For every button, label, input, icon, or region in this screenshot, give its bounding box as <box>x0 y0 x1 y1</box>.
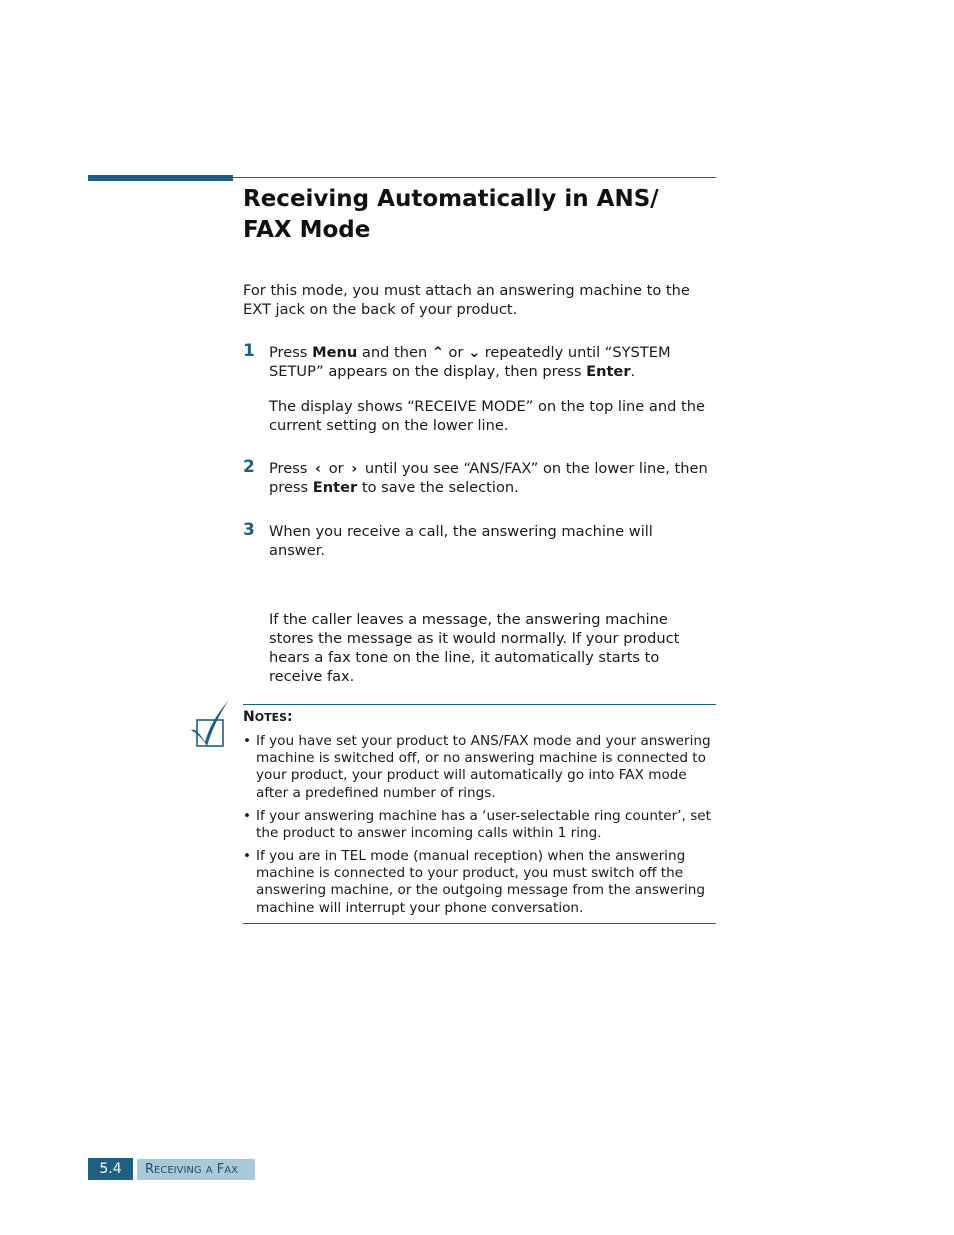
step-1-subtext: The display shows “RECEIVE MODE” on the top line and the current setting on the lower line. <box>269 398 705 434</box>
note-item: • If you have set your product to ANS/FAX mode and your answering machine is switched off, or no answering machine is connected to your product, your product will automatically go into FAX mode after a predefined number of rings. <box>243 733 711 801</box>
step-1-text: Press Menu and then ⌃ or ⌄ repeatedly until “SYSTEM SETUP” appears on the display, then press Enter. <box>269 344 671 380</box>
note-item: • If your answering machine has a ‘user-selectable ring counter’, set the product to answer incoming calls within 1 ring. <box>243 808 711 842</box>
page-title: Receiving Automatically in ANS/ FAX Mode <box>243 186 659 243</box>
chapter-label: RECEIVING A FAX <box>137 1159 255 1180</box>
up-arrow-icon: ⌃ <box>431 344 445 361</box>
intro-paragraph: For this mode, you must attach an answering machine to the EXT jack on the back of your product. <box>243 282 690 318</box>
step-3-number: 3 <box>243 520 255 540</box>
down-arrow-icon: ⌄ <box>468 344 481 361</box>
notes-top-rule <box>243 704 716 705</box>
note-item: • If you are in TEL mode (manual reception) when the answering machine is connected to your product, you must switch off the answering machine, or the outgoing message from the answering machine will interrupt your phone conversation. <box>243 848 706 916</box>
after-steps-paragraph: If the caller leaves a message, the answering machine stores the message as it would normally. If your product hears a fax tone on the line, it automatically starts to receive fax. <box>269 611 680 685</box>
notes-heading: NOTES: <box>243 709 293 725</box>
step-1-number: 1 <box>243 341 255 361</box>
section-rule-thin <box>233 177 716 178</box>
step-2-text: Press ‹ or › until you see “ANS/FAX” on the lower line, then press Enter to save the selection. <box>269 460 708 496</box>
checkmark-note-icon <box>189 698 231 750</box>
step-3-text: When you receive a call, the answering machine will answer. <box>269 523 653 559</box>
page-number: 5.4 <box>88 1158 133 1180</box>
left-arrow-icon: ‹ <box>315 460 322 477</box>
notes-bottom-rule <box>243 923 716 924</box>
right-arrow-icon: › <box>351 460 358 477</box>
step-2-number: 2 <box>243 457 255 477</box>
section-rule-thick <box>88 175 233 181</box>
